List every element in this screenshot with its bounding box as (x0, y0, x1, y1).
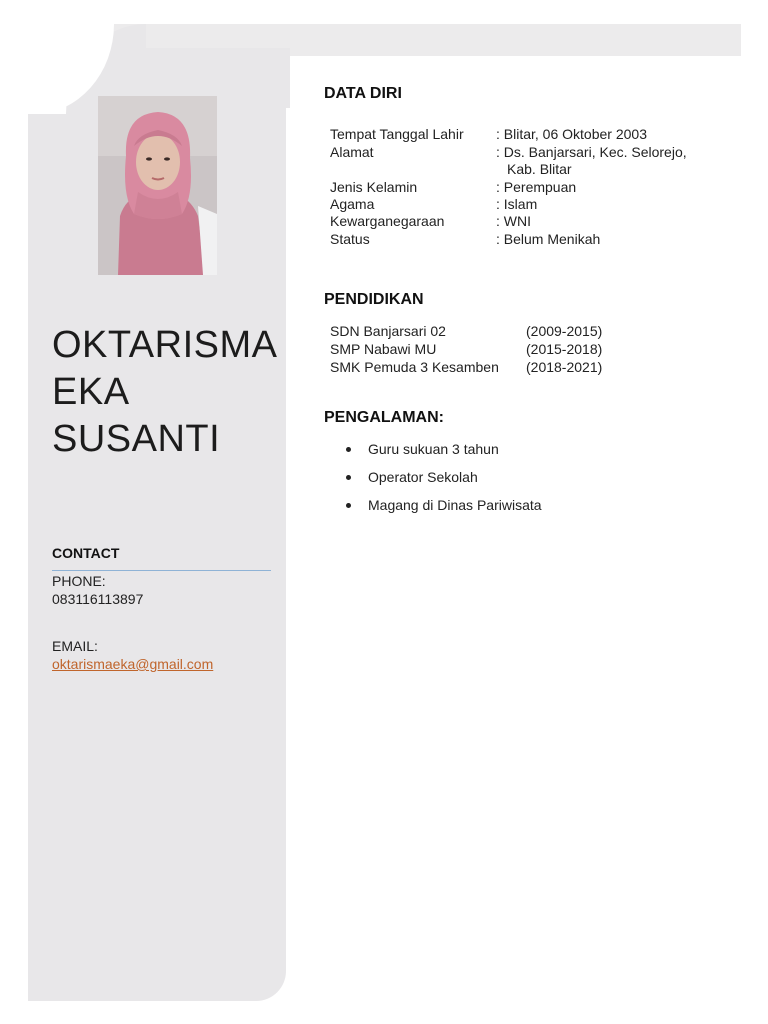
info-value: Kab. Blitar (507, 161, 572, 177)
info-value: : Ds. Banjarsari, Kec. Selorejo, (496, 144, 687, 160)
school-years: (2018-2021) (526, 359, 603, 375)
info-key: Alamat (330, 144, 374, 160)
experience-text: Operator Sekolah (368, 469, 478, 485)
bullet-icon (346, 447, 351, 452)
pengalaman-heading: PENGALAMAN: (324, 409, 444, 426)
info-value: : Belum Menikah (496, 231, 601, 247)
info-key: Tempat Tanggal Lahir (330, 126, 464, 142)
info-value: : Islam (496, 196, 538, 212)
name-line-2: EKA (52, 371, 130, 413)
info-key: Jenis Kelamin (330, 179, 418, 195)
info-value: : Perempuan (496, 179, 577, 195)
email-link[interactable]: oktarismaeka@gmail.com (52, 656, 214, 672)
info-key: Status (330, 231, 370, 247)
school-years: (2015-2018) (526, 341, 603, 357)
candidate-name (52, 322, 282, 463)
data-diri-heading: DATA DIRI (324, 85, 402, 102)
name-line-1: OKTARISMA (52, 324, 278, 366)
school-name: SDN Banjarsari 02 (330, 323, 446, 339)
school-years: (2009-2015) (526, 323, 603, 339)
name-line-3: SUSANTI (52, 418, 221, 460)
school-name: SMK Pemuda 3 Kesamben (330, 359, 499, 375)
phone-value: 083116113897 (52, 591, 144, 607)
experience-text: Guru sukuan 3 tahun (368, 441, 499, 457)
contact-divider (52, 570, 271, 571)
bullet-icon (346, 503, 351, 508)
experience-text: Magang di Dinas Pariwisata (368, 497, 542, 513)
pendidikan-heading: PENDIDIKAN (324, 291, 424, 308)
profile-photo-illustration (98, 96, 217, 275)
email-label: EMAIL: (52, 638, 98, 654)
profile-photo (98, 96, 217, 275)
info-key: Kewarganegaraan (330, 213, 445, 229)
info-key: Agama (330, 196, 375, 212)
contact-heading: CONTACT (52, 545, 120, 561)
school-name: SMP Nabawi MU (330, 341, 437, 357)
phone-label: PHONE: (52, 573, 106, 589)
bullet-icon (346, 475, 351, 480)
info-value: : WNI (496, 213, 531, 229)
info-value: : Blitar, 06 Oktober 2003 (496, 126, 647, 142)
